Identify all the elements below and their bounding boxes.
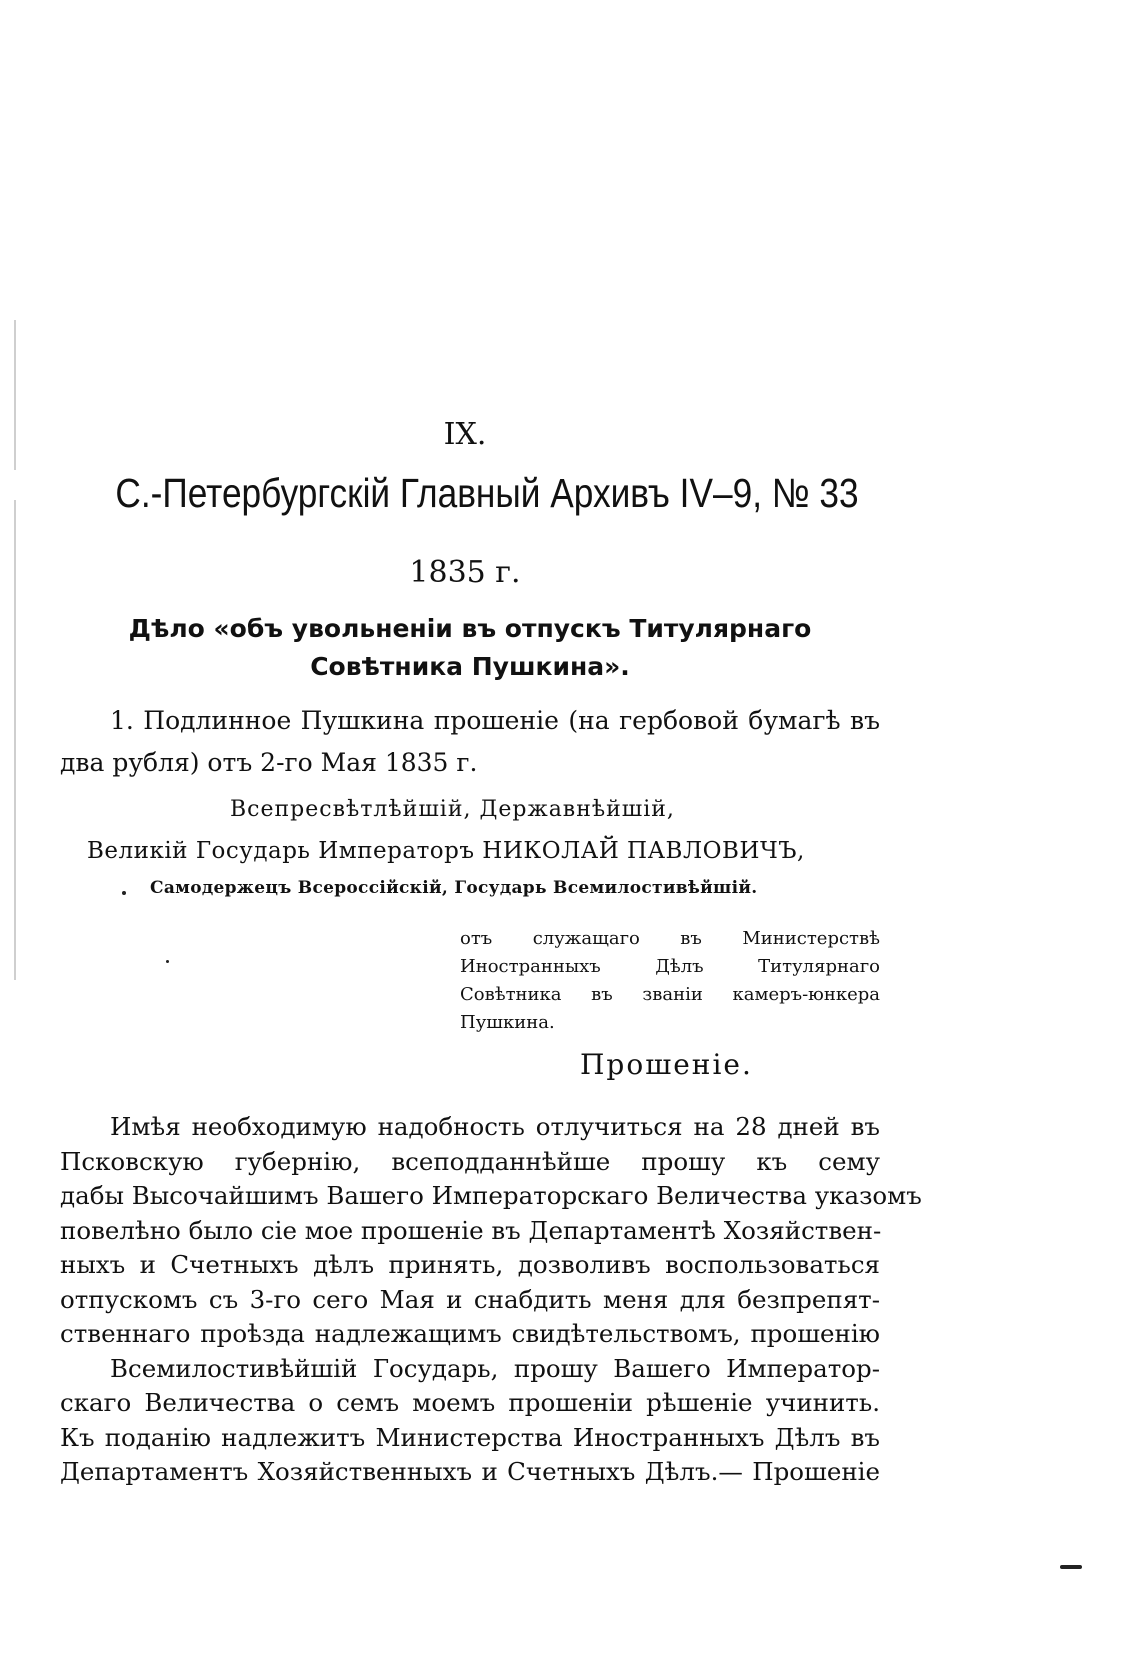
chapter-number: IX.: [443, 417, 487, 452]
petitioner-description: отъ служащаго въ Министерствѣ Иностранныхъ Дѣлъ Титулярнаго Совѣтника въ званіи камеръ-юнкера Пушкина.: [460, 928, 880, 1033]
archive-heading: С.-Петербургскій Главный Архивъ IV–9, № 33: [115, 470, 859, 516]
body-line: ныхъ и Счетныхъ дѣлъ принять, дозволивъ воспользоваться: [60, 1250, 880, 1279]
body-line: Всемилостивѣйшій Государь, прошу Вашего Император-: [110, 1353, 880, 1383]
stray-dot-mark: [166, 960, 169, 963]
year-heading: 1835 г.: [409, 555, 521, 590]
case-title: Дѣло «объ увольненіи въ отпускъ Титулярнаго Совѣтника Пушкина».: [128, 614, 812, 681]
petition-heading: Прошеніе.: [580, 1048, 753, 1081]
item-1-description: [60, 700, 880, 784]
scan-corner-mark: [1060, 1565, 1082, 1569]
item-1-text: 1. Подлинное Пушкина прошеніе (на гербовой бумагѣ въ два рубля) отъ 2-го Мая 1835 г.: [60, 706, 880, 777]
body-line: Департаментъ Хозяйственныхъ и Счетныхъ Дѣлъ.— Прошеніе: [60, 1457, 880, 1486]
body-line: Къ поданію надлежитъ Министерства Иностранныхъ Дѣлъ въ: [60, 1422, 880, 1452]
body-line: Имѣя необходимую надобность отлучиться на 28 дней въ: [110, 1112, 880, 1141]
body-line: повелѣно было сіе мое прошеніе въ Департаментѣ Хозяйствен-: [60, 1215, 882, 1245]
body-line: Псковскую губернію, всеподданнѣйше прошу къ сему: [60, 1146, 880, 1176]
petition-body: [60, 1110, 922, 1490]
scan-edge-mark: [14, 320, 16, 470]
scan-edge-mark: [14, 500, 16, 980]
body-line: отпускомъ съ 3-го сего Мая и снабдить меня для безпрепят-: [60, 1284, 880, 1314]
address-line-1: Всепресвѣтлѣйшій, Державнѣйшій,: [230, 797, 675, 822]
stray-dot-mark: [122, 891, 126, 895]
body-line: ственнаго проѣзда надлежащимъ свидѣтельствомъ, прошенію: [60, 1319, 880, 1348]
body-line: скаго Величества о семъ моемъ прошеніи рѣшеніе учинить.: [60, 1388, 880, 1417]
body-line: дабы Высочайшимъ Вашего Императорскаго Величества указомъ: [60, 1181, 922, 1210]
address-line-2: Великій Государь Императоръ НИКОЛАЙ ПАВЛОВИЧЪ,: [87, 838, 805, 864]
address-line-3: Самодержецъ Всероссійскій, Государь Всемилостивѣйшій.: [150, 878, 758, 898]
